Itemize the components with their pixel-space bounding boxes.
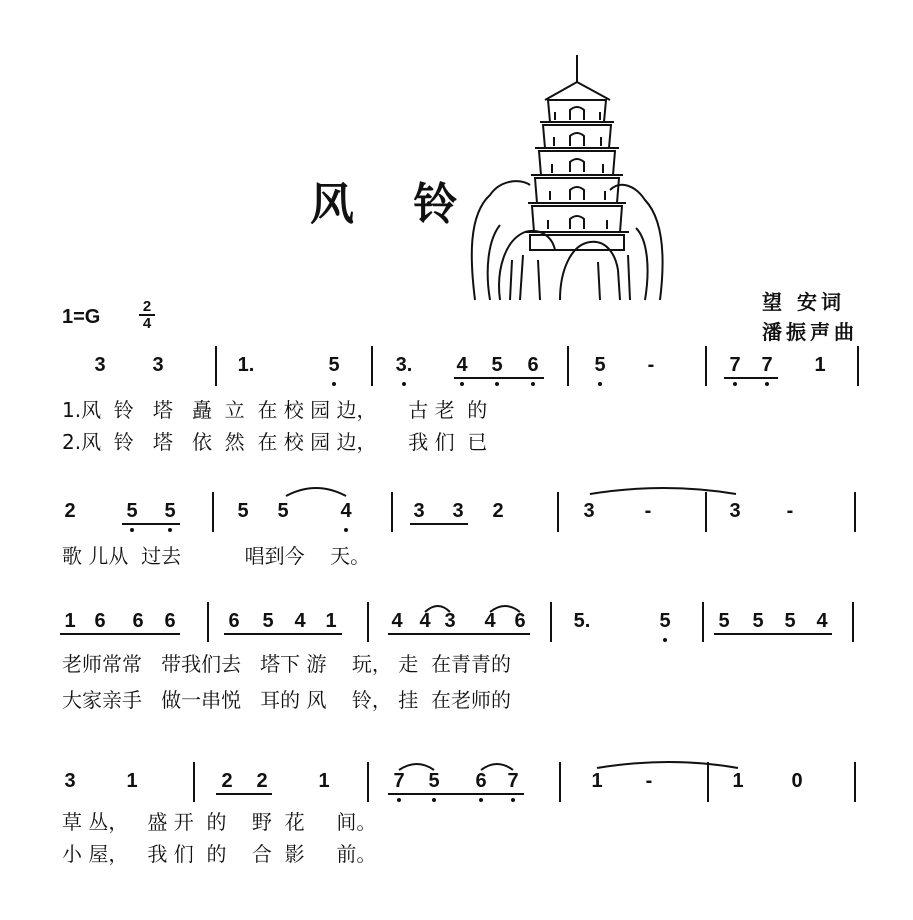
lyric-line: 歌 儿从 过去 唱到今 天。: [62, 544, 371, 568]
note: 3: [729, 500, 741, 522]
lyric-line: 大家亲手 做一串悦 耳的 风 铃， 挂 在老师的: [62, 688, 512, 712]
note: 7: [507, 770, 519, 792]
note: 5: [277, 500, 289, 522]
note: 2: [221, 770, 233, 792]
note: 5: [491, 354, 503, 376]
note: 4: [391, 610, 403, 632]
note: 6: [132, 610, 144, 632]
note: 1: [325, 610, 337, 632]
note: 3: [94, 354, 106, 376]
note: -: [644, 500, 652, 522]
note: 6: [164, 610, 176, 632]
note: 3: [413, 500, 425, 522]
note: 4: [816, 610, 828, 632]
note: 6: [527, 354, 539, 376]
note: 5: [328, 354, 340, 376]
note: 5: [718, 610, 730, 632]
note: 1: [64, 610, 76, 632]
note: 4: [419, 610, 431, 632]
note: 3: [583, 500, 595, 522]
note: -: [645, 770, 653, 792]
note: 1: [318, 770, 330, 792]
note: 5.: [573, 610, 591, 632]
note: 5: [164, 500, 176, 522]
lyric-line: 小 屋， 我 们 的 合 影 前。: [62, 842, 377, 866]
note: 4: [294, 610, 306, 632]
note: 5: [428, 770, 440, 792]
note: -: [786, 500, 794, 522]
song-title: 风 铃: [310, 179, 480, 230]
note: 5: [752, 610, 764, 632]
note: 5: [594, 354, 606, 376]
note: 7: [729, 354, 741, 376]
note: 0: [791, 770, 803, 792]
key-signature: 1=G: [62, 306, 101, 328]
note: 4: [340, 500, 352, 522]
note: 5: [784, 610, 796, 632]
note: 4: [484, 610, 496, 632]
note: 6: [475, 770, 487, 792]
note: 7: [761, 354, 773, 376]
note: 2: [64, 500, 76, 522]
lyric-line: 草 丛， 盛 开 的 野 花 间。: [62, 810, 377, 834]
note: 2: [492, 500, 504, 522]
note: 5: [659, 610, 671, 632]
note: 1: [732, 770, 744, 792]
note: 1: [126, 770, 138, 792]
lyric-line: 1.风 铃 塔 矗 立 在 校 园 边， 古 老 的: [62, 398, 488, 422]
note: 2: [256, 770, 268, 792]
time-signature-bottom: 4: [142, 315, 152, 332]
note: 6: [514, 610, 526, 632]
note: 7: [393, 770, 405, 792]
lyric-line: 老师常常 带我们去 塔下 游 玩， 走 在青青的: [62, 652, 512, 676]
note: 3: [152, 354, 164, 376]
note: 4: [456, 354, 468, 376]
composer-credit: 潘振声曲: [762, 320, 858, 344]
note: 5: [262, 610, 274, 632]
note: 1.: [237, 354, 255, 376]
note: 3.: [395, 354, 413, 376]
note: 5: [126, 500, 138, 522]
note: 3: [452, 500, 464, 522]
note: 1: [814, 354, 826, 376]
note: -: [647, 354, 655, 376]
lyricist-credit: 望 安词: [762, 290, 845, 314]
note: 5: [237, 500, 249, 522]
time-signature-top: 2: [142, 298, 152, 315]
lyric-line: 2.风 铃 塔 依 然 在 校 园 边， 我 们 已: [62, 430, 488, 454]
note: 6: [228, 610, 240, 632]
note: 3: [444, 610, 456, 632]
note: 3: [64, 770, 76, 792]
note: 1: [591, 770, 603, 792]
note: 6: [94, 610, 106, 632]
